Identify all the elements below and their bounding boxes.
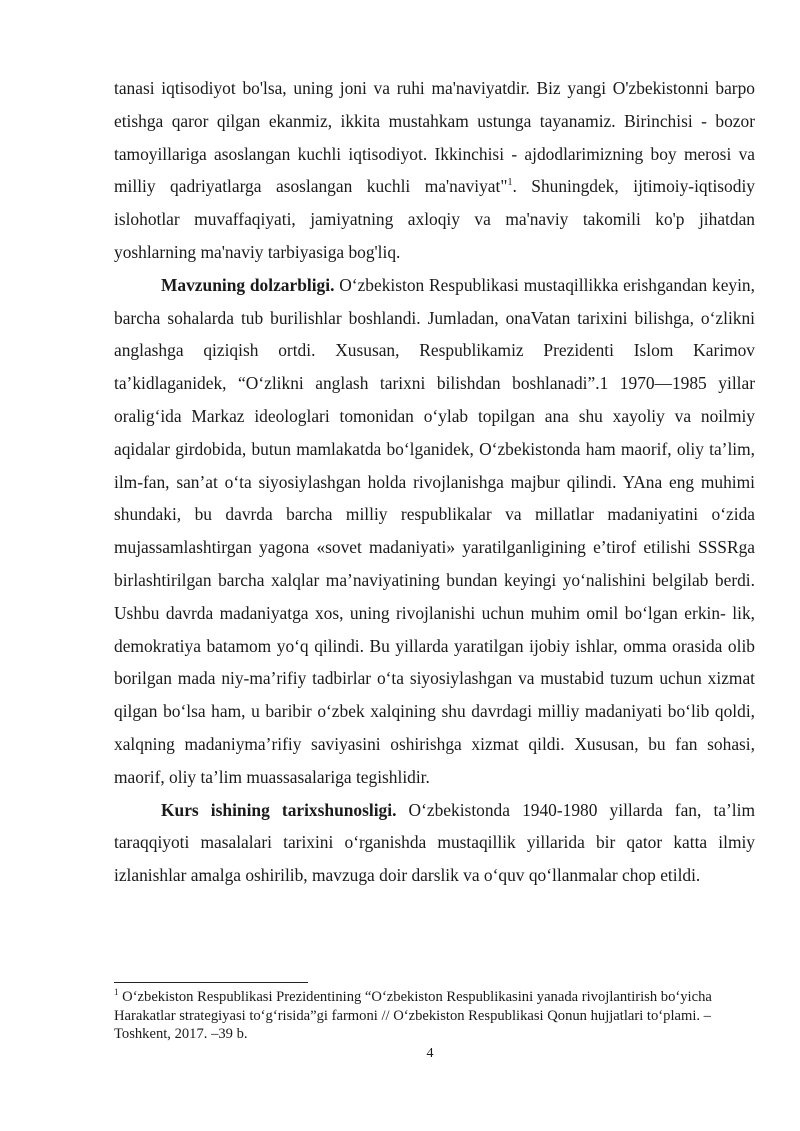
footnote-text: O‘zbekiston Respublikasi Prezidentining “O‘zbekiston Respublikasini yanada rivojlantirish bo‘yicha Harakatlar strategiyasi to‘g‘risida”gi farmoni // O‘zbekiston Respublikasi Qonun hujjatlari to‘plami. –Toshkent, 2017. –39 b.: [114, 989, 712, 1043]
footnote-marker: 1: [114, 987, 119, 998]
paragraph-relevance: [114, 269, 755, 794]
footnote: [114, 988, 724, 1044]
paragraph-text: O‘zbekistonda 1940-1980 yillarda fan, ta’lim taraqqiyoti masalalari tarixini o‘rganishda mustaqillik yillarida bir qator katta ilmiy izlanishlar amalga oshirilib, mavzuga doir darslik va o‘quv qo‘llanmalar chop etildi.: [114, 799, 755, 886]
body-text: [114, 72, 755, 892]
section-heading-relevance: Mavzuning dolzarbligi.: [161, 274, 335, 295]
paragraph-text: . Shuningdek, ijtimoiy-iqtisodiy islohotlar muvaffaqiyati, jamiyatning axloqiy va ma'naviy takomili ko'p jihatdan yoshlarning ma'naviy tarbiyasiga bog'liq.: [114, 176, 755, 262]
section-heading-historiography: Kurs ishining tarixshunosligi.: [161, 799, 397, 820]
page-number: 4: [426, 1046, 434, 1061]
footnote-separator: [114, 982, 308, 983]
paragraph-text: tanasi iqtisodiyot bo'lsa, uning joni va ruhi ma'naviyatdir. Biz yangi O'zbekistonni barpo etishga qaror qilgan ekanmiz, ikkita mustahkam ustunga tayanamiz. Birinchisi - bozor tamoyillariga asoslangan kuchli iqtisodiyot. Ikkinchisi - ajdodlarimizning boy merosi va milliy qadriyatlarga asoslangan kuchli ma'naviyat": [114, 78, 755, 197]
paragraph-historiography: [114, 794, 755, 892]
paragraph-text: O‘zbekiston Respublikasi mustaqillikka erishgandan keyin, barcha sohalarda tub burilishlar boshlandi. Jumladan, onaVatan tarixini bilishga, o‘zlikni anglashga qiziqish ortdi. Xususan, Respublikamiz Prezidenti Islom Karimov ta’kidlaganidek, “O‘zlikni anglash tarixni bilishdan boshlanadi”.1 1970—1985 yillar oralig‘ida Markaz ideologlari tomonidan o‘ylab topilgan ana shu xayoliy va noilmiy aqidalar girdobida, butun mamlakatda bo‘lganidek, O‘zbekistonda ham maorif, oliy ta’lim, ilm-fan, san’at o‘ta siyosiylashgan holda rivojlanishga majbur qilindi. YAna eng muhimi shundaki, bu davrda barcha milliy respublikalar va millatlar madaniyatini o‘zida mujassamlashtirgan yagona «sovet madaniyati» yaratilganligining e’tirof etilishi SSSRga birlashtirilgan barcha xalqlar ma’naviyatining bundan keyingi yo‘nalishini belgilab berdi. Ushbu davrda madaniyatga xos, uning rivojlanishi uchun muhim omil bo‘lgan erkin- lik, demokratiya batamom yo‘q qilindi. Bu yillarda yaratilgan ijobiy ishlar, omma orasida olib borilgan mada niy-ma’rifiy tadbirlar o‘ta siyosiylashgan va mustabid tuzum uchun xizmat qilgan bo‘lsa ham, u baribir o‘zbek xalqining shu davrdagi milliy madaniyati bo‘lib qoldi, xalqning madaniyma’rifiy saviyasini oshirishga xizmat qildi. Xususan, bu fan sohasi, maorif, oliy ta’lim muassasalariga tegishlidir.: [114, 274, 755, 787]
paragraph-intro-continuation: [114, 72, 755, 269]
footnote-reference: 1: [507, 177, 513, 189]
